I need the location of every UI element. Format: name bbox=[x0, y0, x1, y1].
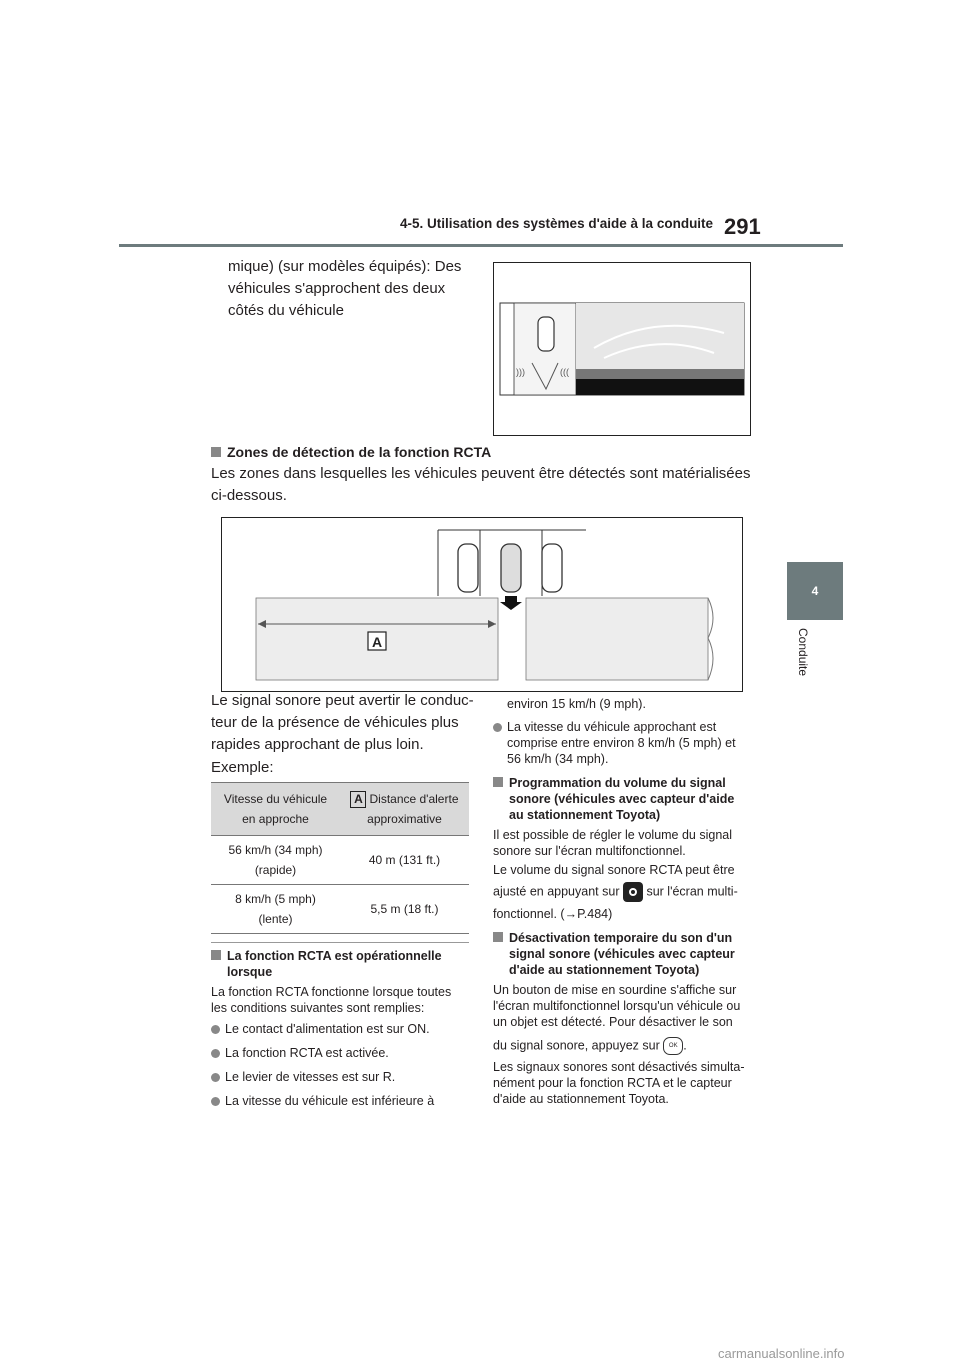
bullet-dot bbox=[211, 1049, 220, 1058]
display-illustration bbox=[493, 262, 751, 436]
section-title: 4-5. Utilisation des systèmes d'aide à la conduite bbox=[400, 216, 714, 231]
deact-text-3: un objet est détecté. Pour désactiver le son bbox=[493, 1015, 733, 1029]
row2-speed-1: 8 km/h (5 mph) bbox=[235, 892, 316, 906]
oper-text-2: les conditions suivantes sont remplies: bbox=[211, 1001, 425, 1015]
rcta-display-svg bbox=[494, 263, 750, 435]
oper-text-1: La fonction RCTA fonctionne lorsque toutes bbox=[211, 985, 452, 999]
bullet-text: La fonction RCTA est activée. bbox=[225, 1046, 389, 1060]
left-p1: Le signal sonore peut avertir le conduc- bbox=[211, 692, 474, 709]
deact-heading-2: signal sonore (véhicules avec capteur bbox=[509, 947, 735, 961]
row1-distance: 40 m (131 ft.) bbox=[340, 836, 469, 885]
deact-text-4b: . bbox=[683, 1038, 687, 1053]
deact-text-2: l'écran multifonctionnel lorsqu'un véhicule ou bbox=[493, 999, 741, 1013]
prog-heading-2: sonore (véhicules avec capteur d'aide bbox=[509, 792, 735, 806]
th-speed-2: en approche bbox=[242, 812, 309, 826]
th-dist-text: Distance d'alerte bbox=[369, 792, 459, 806]
oper-heading-2: lorsque bbox=[227, 965, 273, 979]
row1-speed bbox=[211, 836, 340, 885]
bullet-text: La vitesse du véhicule est inférieure à bbox=[225, 1094, 435, 1108]
deact-heading-1: Désactivation temporaire du son d'un bbox=[509, 931, 733, 945]
example-label: Exemple: bbox=[211, 759, 274, 776]
zones-text-1: Les zones dans lesquelles les véhicules peuvent être détectés sont matérialisées bbox=[211, 465, 751, 482]
bullet-dot bbox=[211, 1097, 220, 1106]
detection-zone-right bbox=[526, 598, 708, 680]
chapter-tab[interactable]: 4 bbox=[787, 562, 843, 620]
intro-line-3: côtés du véhicule bbox=[228, 302, 344, 319]
row2-speed-2: (lente) bbox=[258, 912, 293, 926]
list-item bbox=[211, 1093, 434, 1109]
heading-square-icon bbox=[493, 932, 503, 942]
watermark: carmanualsonline.info bbox=[718, 1346, 845, 1361]
prog-heading-1: Programmation du volume du signal bbox=[509, 776, 726, 790]
deact-text-5: Les signaux sonores sont désactivés simulta- bbox=[493, 1060, 745, 1074]
list-item bbox=[211, 1069, 395, 1085]
bullet-dot bbox=[211, 1073, 220, 1082]
bullet-dot bbox=[493, 723, 502, 732]
deact-text-4a: du signal sonore, appuyez sur bbox=[493, 1038, 660, 1053]
table-header-distance bbox=[340, 783, 469, 836]
header-rule bbox=[119, 244, 843, 247]
row2-speed bbox=[211, 885, 340, 934]
zones-diagram bbox=[221, 517, 743, 692]
prog-text-4b: sur l'écran multi- bbox=[646, 884, 738, 899]
car-top-icon bbox=[538, 317, 554, 351]
deact-text-6: nément pour la fonction RCTA et le capteur bbox=[493, 1076, 732, 1090]
bullet-text: Le contact d'alimentation est sur ON. bbox=[225, 1022, 430, 1036]
oper-heading-1: La fonction RCTA est opérationnelle bbox=[227, 949, 442, 963]
prog-heading-3: au stationnement Toyota) bbox=[509, 808, 661, 822]
zones-svg bbox=[222, 518, 742, 691]
prog-text-2: sonore sur l'écran multifonctionnel. bbox=[493, 844, 686, 858]
left-wave: ))) bbox=[516, 367, 525, 377]
row2-distance: 5,5 m (18 ft.) bbox=[340, 885, 469, 934]
example-table bbox=[211, 782, 469, 934]
prog-text-4a: ajusté en appuyant sur bbox=[493, 884, 620, 899]
deact-heading-3: d'aide au stationnement Toyota) bbox=[509, 963, 700, 977]
label-a-icon: A bbox=[350, 791, 366, 808]
zones-heading bbox=[211, 441, 491, 463]
bottom-bar bbox=[576, 379, 744, 395]
row1-speed-2: (rapide) bbox=[254, 863, 297, 877]
deact-text-1: Un bouton de mise en sourdine s'affiche sur bbox=[493, 983, 737, 997]
own-car bbox=[501, 544, 521, 592]
continued-text: environ 15 km/h (9 mph). bbox=[507, 697, 646, 711]
heading-square-icon bbox=[493, 777, 503, 787]
deact-heading bbox=[493, 930, 732, 946]
prog-text-5: fonctionnel. (→P.484) bbox=[493, 907, 613, 921]
intro-line-2: véhicules s'approchent des deux bbox=[228, 280, 446, 297]
parked-car-right bbox=[542, 544, 562, 592]
settings-gear-icon bbox=[623, 882, 643, 902]
bullet-text-1: La vitesse du véhicule approchant est bbox=[507, 720, 717, 734]
chapter-label: Conduite bbox=[796, 628, 810, 677]
ok-button-icon: OK bbox=[663, 1037, 683, 1055]
bumper-strip bbox=[576, 369, 744, 379]
th-dist-2: approximative bbox=[367, 812, 442, 826]
table-row bbox=[211, 885, 469, 934]
list-item bbox=[493, 719, 736, 767]
bullet-text-2: comprise entre environ 8 km/h (5 mph) et bbox=[507, 736, 736, 750]
heading-square-icon bbox=[211, 950, 221, 960]
prog-text-1: Il est possible de régler le volume du signal bbox=[493, 828, 733, 842]
th-dist-1 bbox=[344, 789, 465, 809]
right-wave: ((( bbox=[560, 367, 569, 377]
prog-text-3: Le volume du signal sonore RCTA peut être bbox=[493, 863, 735, 877]
bullet-dot bbox=[211, 1025, 220, 1034]
list-item bbox=[211, 1045, 389, 1061]
prog-heading bbox=[493, 775, 726, 791]
zones-heading-text: Zones de détection de la fonction RCTA bbox=[227, 444, 492, 460]
intro-line-1: mique) (sur modèles équipés): Des bbox=[228, 258, 462, 275]
table-header-speed bbox=[211, 783, 340, 836]
bullet-text: Le levier de vitesses est sur R. bbox=[225, 1070, 396, 1084]
row1-speed-1: 56 km/h (34 mph) bbox=[228, 843, 323, 857]
left-p2: teur de la présence de véhicules plus bbox=[211, 714, 459, 731]
reverse-arrow bbox=[500, 596, 522, 610]
page-number: 291 bbox=[724, 214, 761, 239]
parked-car-left bbox=[458, 544, 478, 592]
list-item bbox=[211, 1021, 430, 1037]
bullet-text-3: 56 km/h (34 mph). bbox=[507, 752, 609, 766]
deact-text-7: d'aide au stationnement Toyota. bbox=[493, 1092, 669, 1106]
prog-text-4 bbox=[493, 882, 738, 902]
th-speed-1: Vitesse du véhicule bbox=[223, 792, 328, 806]
heading-square-icon bbox=[211, 447, 221, 457]
oper-heading bbox=[211, 948, 442, 964]
section-divider bbox=[211, 942, 469, 943]
left-p3: rapides approchant de plus loin. bbox=[211, 736, 424, 753]
table-header-row bbox=[211, 783, 469, 836]
label-a: A bbox=[372, 634, 383, 650]
deact-text-4 bbox=[493, 1037, 687, 1055]
zones-text-2: ci-dessous. bbox=[211, 487, 287, 504]
table-row bbox=[211, 836, 469, 885]
zone-break-line bbox=[708, 598, 713, 680]
